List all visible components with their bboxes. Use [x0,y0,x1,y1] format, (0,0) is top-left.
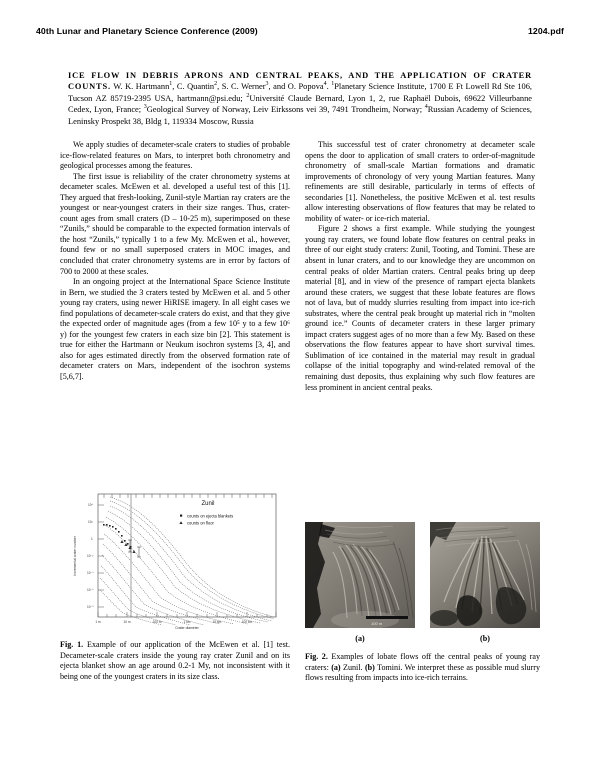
figure-2-caption-intro: Examples of lobate flows off the central peaks of young ray craters: [305,652,540,672]
chart-y-axis-label: Incremental crater number [73,536,77,576]
svg-text:1 m: 1 m [95,620,101,624]
figure-1-caption [60,640,290,682]
figure-2-caption-outro: We interpret these as possible mud slurry flows resulting from impacts into ice-rich terrains. [305,662,540,683]
figure-2-caption-b: Tomini. [374,662,405,672]
figure-2-caption [305,652,540,684]
file-identifier: 1204.pdf [527,26,564,36]
svg-text:1: 1 [91,537,93,541]
author-3-affiliation-marker: 3 [265,81,269,88]
svg-text:10 m: 10 m [123,620,131,624]
right-column [305,140,535,393]
affiliation-2: Université Claude Bernard, Lyon 1, 2, rue Raphaël Dubois, 69622 Villeurbanne Cedex, Lyon, France; [68,93,532,115]
figure-2-caption-a: Zunil. [340,662,365,672]
figure-2-panel-b-image [430,522,540,628]
affiliation-4-marker: 4 [424,104,428,111]
author-4-affiliation-marker: 4 [323,81,327,88]
chart-svg [60,488,290,636]
chart-x-tick-labels [95,620,252,624]
paper-title: ICE FLOW IN DEBRIS APRONS AND CENTRAL PEAKS, AND THE APPLICATION OF CRATER COUNTS. [68,71,532,92]
svg-text:10⁻²: 10⁻² [87,554,94,558]
mars-central-peak-photo-b [430,522,540,628]
svg-text:100 m: 100 m [152,620,162,624]
author-4: , and O. Popova [268,82,324,92]
affiliation-1: Planetary Science Institute, 1700 E Ft Lowell Rd Ste 106, Tucson AZ 85719-2395 USA, hartmann@psi.edu; [68,82,533,103]
paragraph: The first issue is reliability of the crater chronometry systems at decameter scales. McEwen et al. developed a useful test of this [1]. They argued that fresh-looking, Zunil-style Martian ray craters are the youngest or near-youngest craters in their size ranges. Thus, crater-count ages from small craters (D – 10-25 m), superimposed on these “Zunils,” should be comparable to the expected formation intervals of the host “Zunils,” typically 1 to a few My. McEwen et al., however, found few or no small superposed craters in MOC images, and concluded that crater chronometry systems are in error by factors of 700 to 2000 at these scales. [60,171,290,276]
figure-1-label: Fig. 1. [60,640,84,649]
affiliation-2-marker: 2 [246,93,250,100]
svg-text:1 km: 1 km [183,620,191,624]
paragraph: Figure 2 shows a first example. While studying the youngest young ray craters, we found lobate flow features on central peaks in three of our eight study craters: Zunil, Tooting, and Tomini. These are absent in lunar craters, and to our knowledge they are uncommon on central peaks of older Martian craters. Central peaks bring up deep material [8], and in view of the presence of rampart ejecta blankets around these craters, we suggest that these lobate features are flows not of lava, but of muddy slurries resulting from impact into ice-rich substrates, where the central peak brought up material rich in “molten ground ice.” Counts of decameter craters in these larger primary impact craters suggest ages of no more than a few My. Based on these observations the flow features appear to have short survival times. Sublimation of ice contained in the material may result in gradual collapse of the initial topography and wind-related removal of the remaining dust deposits, thus explaining why such flow features are less prominent in ancient central peaks. [305,224,535,392]
figure-2-panel-b-label: (b) [480,634,490,643]
affiliation-3: Geological Survey of Norway, Leiv Eirkssons vei 39, 7491 Trondheim, Norway; [146,105,425,115]
legend-marker-square-icon [180,515,182,517]
legend-label-floor: counts on floor [187,520,214,526]
left-column [60,140,290,383]
affiliation-1-marker: 1 [331,81,335,88]
title-block [68,70,532,127]
svg-text:10⁴: 10⁴ [88,503,93,507]
svg-text:10 km: 10 km [212,620,222,624]
scale-bar-label: 100 m [371,621,383,626]
chart-y-tick-labels [87,503,94,609]
figure-2-panel-a-image [305,522,415,628]
author-3: , S. C. Werner [217,82,266,92]
chart-title: Zunil [201,501,215,507]
legend-label-ejecta: counts on ejecta blankets [187,513,234,519]
svg-text:10²: 10² [88,520,93,524]
svg-text:100 km: 100 km [241,620,253,624]
figure-2-sub-a: (a) [331,662,341,672]
author-1: W. K. Hartmann [113,82,170,92]
figure-2-panel-a-label: (a) [355,634,365,643]
conference-name: 40th Lunar and Planetary Science Conference (2009) [36,26,258,36]
figure-2-label: Fig. 2. [305,652,328,661]
figure-2-panel-labels [305,634,540,643]
figure-1 [60,488,290,681]
chart-x-axis-label: Crater diameter [175,626,199,630]
affiliation-separator: . [326,82,332,92]
figure-1-caption-text: Example of our application of the McEwen et al. [1] test. Decameter-scale craters inside the young ray crater Zunil and on its ejecta blanket show an age around 0.2-1 My, not inconsistent with it being one of the youngest craters in its size class. [60,640,290,681]
author-2: , C. Quantin [172,82,215,92]
affiliation-4: Russian Academy of Sciences, Leninsky Prospekt 38, Bldg 1, 119334 Moscow, Russia [68,105,532,126]
figure-2-sub-b: (b) [364,662,375,672]
figure-2 [305,522,540,684]
author-1-affiliation-marker: 1 [169,81,173,88]
mars-central-peak-photo-a [305,522,415,628]
paragraph: In an ongoing project at the International Space Science Institute in Bern, we studied the 3 craters tested by McEwen et al. and 5 other young ray craters, using newer HiRISE imagery. In all eight cases we find populations of decameter-scale craters do exist, and that they give the expected order of magnitude ages (from a few 10⁵ y to a few 10⁶ y) for the youngest few craters in each size bin [2]. This statement is true for either the Hartmann or Neukum isochron systems [3, 4], and also for ages estimated directly from the observed formation rate of decameter craters on Mars, independent of the isochron systems [5,6,7]. [60,277,290,382]
paragraph: We apply studies of decameter-scale craters to studies of probable ice-flow-related features on Mars, to interpret both chronometry and geological processes among the features. [60,140,290,171]
running-head [36,26,564,36]
svg-text:10⁻⁶: 10⁻⁶ [87,588,94,592]
affiliation-3-marker: 3 [143,104,147,111]
author-2-affiliation-marker: 2 [214,81,218,88]
svg-text:10⁻⁸: 10⁻⁸ [87,605,94,609]
svg-text:10⁻⁴: 10⁻⁴ [87,571,94,575]
figure-2-image-row [305,522,540,628]
paragraph: This successful test of crater chronometry at decameter scale opens the door to application of small craters to order-of-magnitude chronometry of small-scale Martian formations and dramatic improvements of chronology of very young Martian features. Many refinements are still desirable, particularly in terms of effects of secondaries [1]. Nonetheless, the positive McEwen et al. test results allow interesting observations of flow features that may be related to mobility of water- or ice-rich material. [305,140,535,223]
crater-isochron-chart [60,488,290,636]
